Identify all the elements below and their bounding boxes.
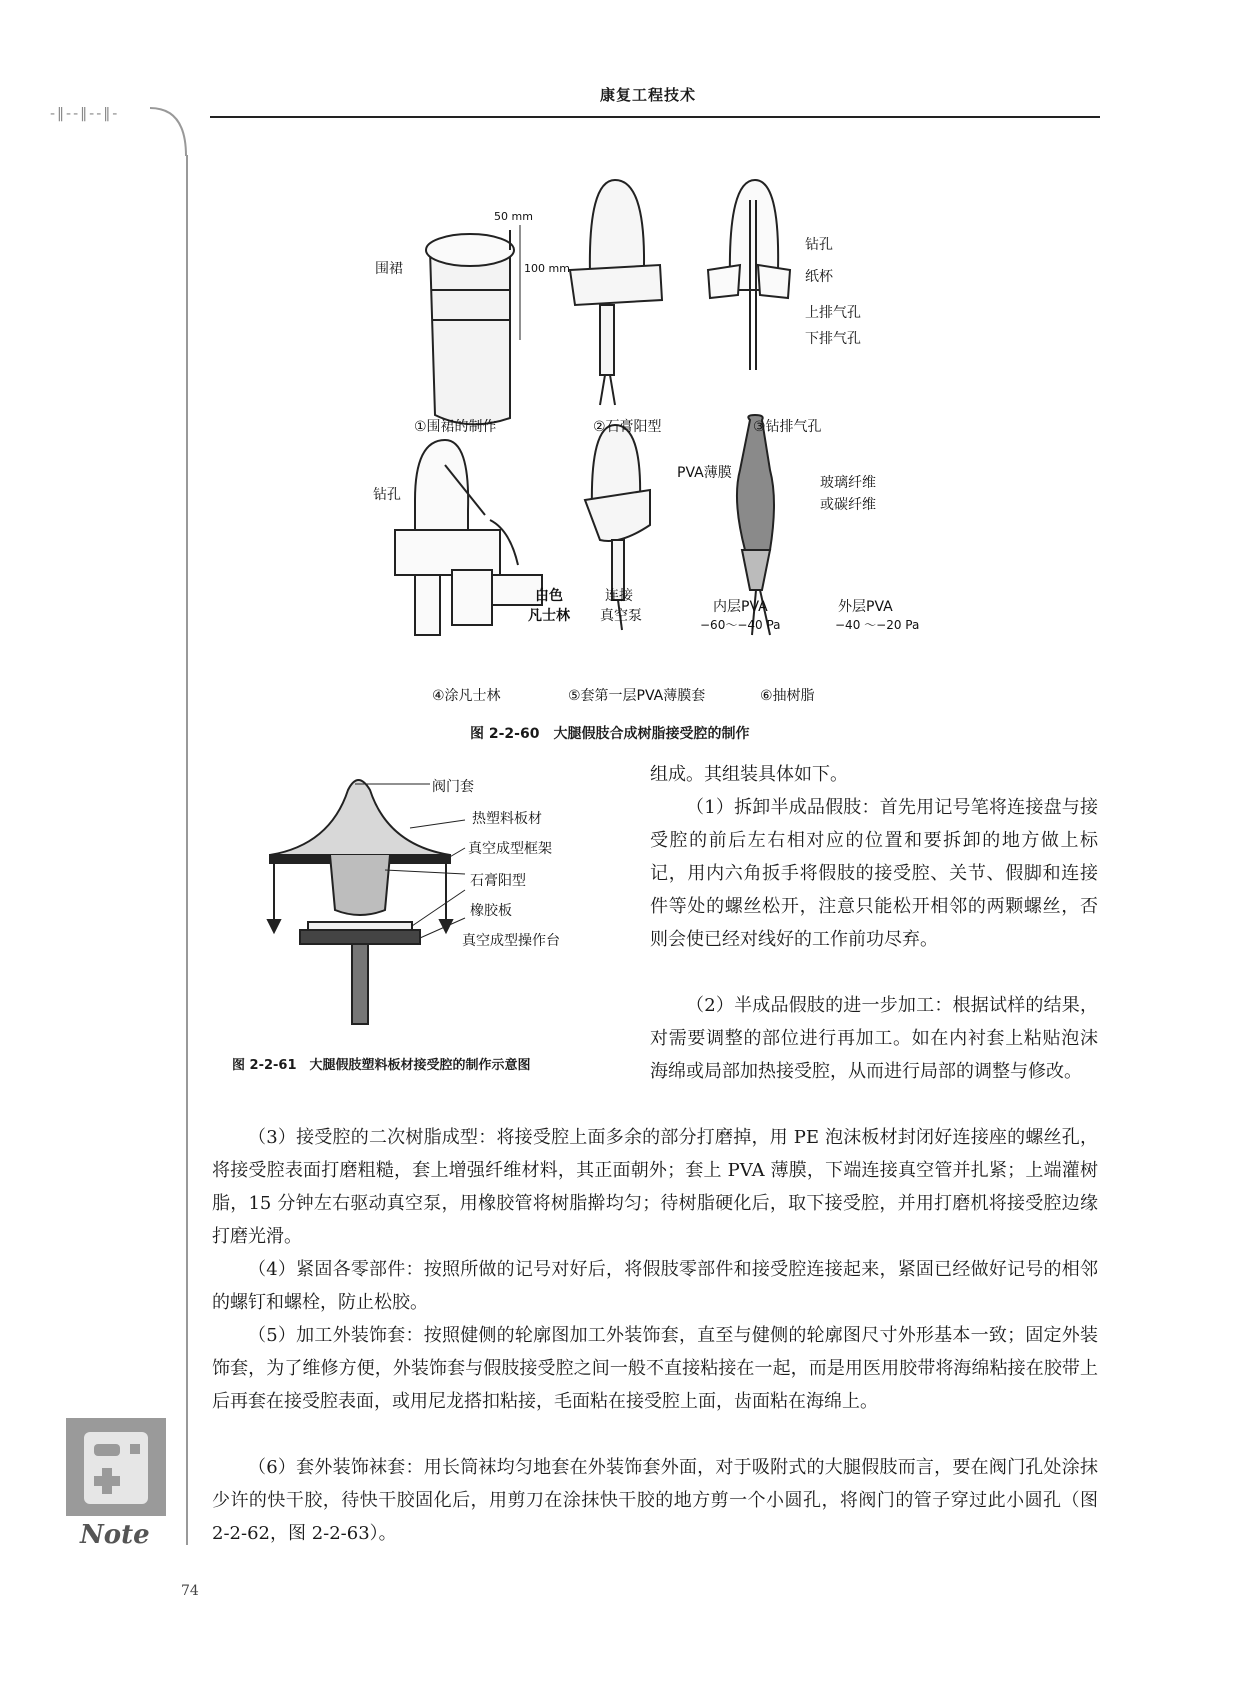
label-valve-cover: 阀门套 bbox=[432, 779, 474, 795]
note-label: Note bbox=[80, 1520, 150, 1550]
label-drill-hole: 钻孔 bbox=[805, 237, 833, 253]
label-rubber-plate: 橡胶板 bbox=[470, 903, 512, 919]
label-drill-hole-2: 钻孔 bbox=[373, 487, 401, 503]
label-plaster-mould: 石膏阳型 bbox=[470, 873, 526, 889]
header-decoration: -‖--‖--‖- bbox=[50, 106, 120, 122]
panel-4-vaseline-illustration bbox=[395, 440, 542, 635]
label-inner-pressure: −60～−40 Pa bbox=[700, 618, 781, 632]
margin-curve bbox=[150, 106, 190, 166]
notebook-icon bbox=[66, 1418, 166, 1516]
figure-2-2-61-illustration bbox=[260, 770, 640, 1050]
panel-3-vent-holes-illustration bbox=[708, 180, 790, 370]
label-thermoplastic-sheet: 热塑料板材 bbox=[472, 811, 542, 827]
paragraph-4: （4）紧固各零部件：按照所做的记号对好后，将假肢零部件和接受腔连接起来，紧固已经做好记号的相邻的螺钉和螺栓，防止松胶。 bbox=[212, 1259, 1098, 1313]
figure-2-2-60-title: 图 2-2-60 大腿假肢合成树脂接受腔的制作 bbox=[470, 726, 750, 742]
panel-5-caption: ⑤套第一层PVA薄膜套 bbox=[568, 688, 706, 704]
label-inner-pva: 内层PVA bbox=[713, 599, 768, 615]
label-paper-cup: 纸杯 bbox=[805, 269, 833, 285]
label-vacuum-table: 真空成型操作台 bbox=[462, 933, 560, 949]
label-50mm: 50 mm bbox=[494, 210, 533, 223]
label-apron: 围裙 bbox=[375, 261, 403, 277]
label-lower-vent: 下排气孔 bbox=[805, 331, 861, 347]
header-rule bbox=[210, 116, 1100, 118]
panel-1-caption: ①围裙的制作 bbox=[414, 419, 497, 435]
paragraph-0: 组成。其组装具体如下。 bbox=[650, 764, 848, 785]
panel-1-apron-illustration bbox=[426, 225, 520, 424]
label-outer-pva: 外层PVA bbox=[838, 599, 893, 615]
panel-2-mould-illustration bbox=[570, 180, 662, 405]
paragraph-1: （1）拆卸半成品假肢：首先用记号笔将连接盘与接受腔的前后左右相对应的位置和要拆卸的地方做上标记，用内六角扳手将假肢的接受腔、关节、假脚和连接件等处的螺丝松开，注意只能松开相邻的两颗螺丝，否则会使已经对线好的工作前功尽弃。 bbox=[650, 797, 1098, 950]
label-vaseline: 凡士林 bbox=[528, 608, 570, 624]
panel-3-caption: ③钻排气孔 bbox=[753, 419, 822, 435]
label-connect: 连接 bbox=[605, 588, 633, 604]
label-vacuum-frame: 真空成型框架 bbox=[468, 841, 552, 857]
figure-2-2-61-title: 图 2-2-61 大腿假肢塑料板材接受腔的制作示意图 bbox=[232, 1058, 531, 1073]
panel-4-caption: ④涂凡士林 bbox=[432, 688, 501, 704]
paragraph-5: （5）加工外装饰套：按照健侧的轮廓图加工外装饰套，直至与健侧的轮廓图尺寸外形基本一致；固定外装饰套，为了维修方便，外装饰套与假肢接受腔之间一般不直接粘接在一起，而是用医用胶带将海绵粘接在胶带上后再套在接受腔表面，或用尼龙搭扣粘接，毛面粘在接受腔上面，齿面粘在海绵上。 bbox=[212, 1325, 1098, 1412]
label-pva-film: PVA薄膜 bbox=[677, 465, 732, 481]
label-carbon-fiber: 或碳纤维 bbox=[820, 497, 876, 513]
paragraph-6: （6）套外装饰袜套：用长筒袜均匀地套在外装饰套外面，对于吸附式的大腿假肢而言，要在阀门孔处涂抹少许的快干胶，待快干胶固化后，用剪刀在涂抹快干胶的地方剪一个小圆孔，将阀门的管子穿过此小圆孔（图 2-2-62，图 2-2-63）。 bbox=[212, 1457, 1098, 1544]
margin-line bbox=[186, 155, 188, 1545]
label-outer-pressure: −40 ～−20 Pa bbox=[835, 618, 920, 632]
panel-2-caption: ②石膏阳型 bbox=[593, 419, 662, 435]
label-vacuum-pump: 真空泵 bbox=[600, 608, 642, 624]
paragraph-2: （2）半成品假肢的进一步加工：根据试样的结果，对需要调整的部位进行再加工。如在内衬套上粘贴泡沫海绵或局部加热接受腔，从而进行局部的调整与修改。 bbox=[650, 995, 1098, 1082]
paragraph-3: （3）接受腔的二次树脂成型：将接受腔上面多余的部分打磨掉，用 PE 泡沫板材封闭好连接座的螺丝孔，将接受腔表面打磨粗糙，套上增强纤维材料，其正面朝外；套上 PVA 薄膜，下端连接真空管并扎紧；上端灌树脂，15 分钟左右驱动真空泵，用橡胶管将树脂擀均匀；待树脂硬化后，取下接受腔，并用打磨机将接受腔边缘打磨光滑。 bbox=[212, 1127, 1098, 1247]
label-upper-vent: 上排气孔 bbox=[805, 305, 861, 321]
label-glass-fiber: 玻璃纤维 bbox=[820, 475, 876, 491]
label-100mm: 100 mm bbox=[524, 262, 570, 275]
label-white: 白色 bbox=[535, 588, 563, 604]
page-number: 74 bbox=[181, 1583, 199, 1599]
running-header: 康复工程技术 bbox=[600, 86, 697, 104]
panel-6-caption: ⑥抽树脂 bbox=[760, 688, 815, 704]
note-badge bbox=[66, 1418, 166, 1516]
